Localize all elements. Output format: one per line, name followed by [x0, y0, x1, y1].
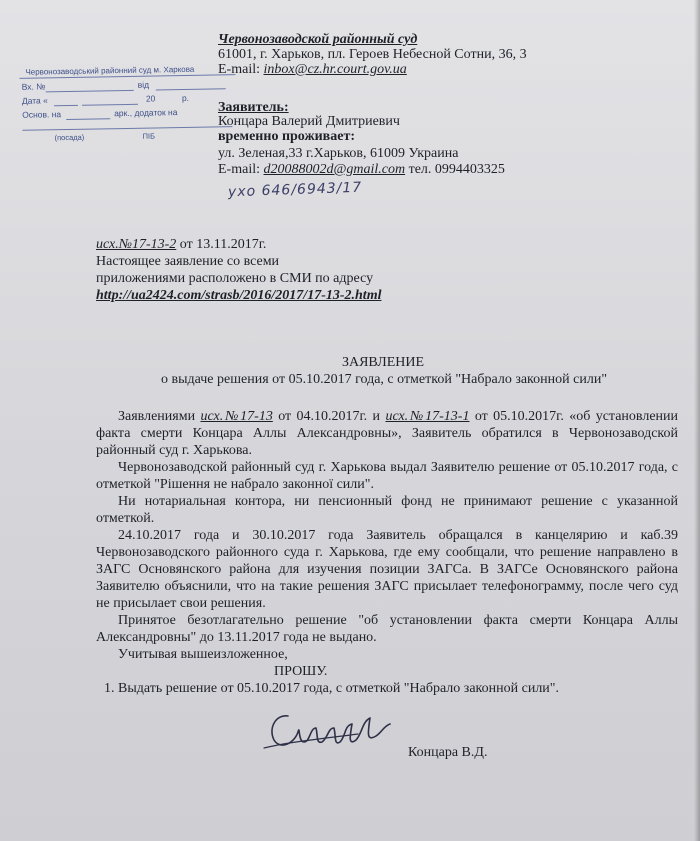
stamp-rule — [66, 118, 110, 120]
outgoing-url-link[interactable]: http://ua2424.com/strasb/2016/2017/17-13-2.html — [96, 288, 382, 303]
stamp-in-label: Вх. № — [21, 81, 46, 92]
paragraph-1 — [96, 408, 678, 459]
applicant-email-label: E-mail: — [218, 162, 264, 177]
stamp-sheets-label: арк., додаток на — [114, 107, 178, 119]
p6-text: Учитывая вышеизложенное, — [118, 647, 288, 662]
court-email-line — [218, 61, 407, 78]
outgoing-ref: исх.№17-13-2 — [96, 237, 177, 252]
stamp-rule — [46, 90, 134, 93]
applicant-label: Заявитель: — [218, 100, 289, 115]
court-email-link[interactable]: inbox@cz.hr.court.gov.ua — [263, 62, 407, 77]
applicant-phone: тел. 0994403325 — [405, 162, 505, 177]
p1-ref-2: исх.№17-13-1 — [385, 409, 470, 424]
p1-text-c: от 05.10.2017г. «об установлении факта смерти Концара Аллы Александровны», Заявитель обратился в Червонозаводской районный суд г. Харькова. — [96, 409, 679, 458]
stamp-date-label: Дата « — [21, 95, 48, 106]
stamp-rule — [156, 88, 226, 90]
request-heading: ПРОШУ. — [274, 664, 328, 679]
paragraph-2 — [96, 459, 678, 493]
applicant-name: Концара Валерий Дмитриевич — [218, 114, 400, 129]
applicant-email-link[interactable]: d20088002d@gmail.com — [263, 162, 406, 177]
outgoing-line-1: Настоящее заявление со всеми — [96, 254, 280, 269]
outgoing-date: от 13.11.2017г. — [176, 237, 267, 252]
document-subtitle — [0, 371, 700, 388]
paragraph-5 — [96, 612, 678, 646]
stamp-basis-label: Основ. на — [22, 109, 62, 120]
outgoing-line-2: приложениями расположено в СМИ по адресу — [96, 271, 374, 286]
stamp-header: Червонозаводський районний суд м. Харкова — [25, 64, 195, 77]
court-email-label: E-mail: — [218, 62, 264, 77]
signature-name: Концара В.Д. — [408, 745, 488, 760]
title-main: ЗАЯВЛЕНИЕ — [341, 355, 425, 370]
document-title — [0, 354, 700, 371]
signature-scribble-icon — [258, 702, 398, 760]
stamp-rule — [22, 126, 232, 131]
court-name: Червонозаводской районный суд — [218, 32, 418, 47]
stamp-r-label: р. — [181, 92, 190, 104]
stamp-from-label: від — [137, 79, 150, 90]
p1-ref-1: исх.№17-13 — [200, 409, 273, 424]
outgoing-ref-line — [96, 236, 266, 253]
title-sub: о выдаче решения от 05.10.2017 года, с отметкой "Набрало законной сили" — [160, 372, 608, 387]
stamp-pib-label: ПІБ — [142, 131, 156, 141]
stamp-sign-label: (посада) — [54, 132, 85, 143]
paragraph-4 — [96, 527, 678, 612]
applicant-temp-label: временно проживает: — [218, 129, 355, 144]
court-address: 61001, г. Харьков, пл. Героев Небесной Сотни, 36, 3 — [218, 47, 527, 62]
applicant-address: ул. Зеленая,33 г.Харьков, 61009 Украина — [218, 146, 459, 161]
p5-text: Принятое безотлагательно решение "об установлении факта смерти Концара Аллы Александровны" до 13.11.2017 года не выдано. — [96, 613, 678, 645]
p2-text: Червонозаводской районный суд г. Харькова выдал Заявителю решение от 05.10.2017 года, с отметкой "Рішення не набрало законної сили". — [96, 460, 678, 492]
paragraph-3 — [96, 493, 678, 527]
stamp-year-label: 20 — [145, 93, 156, 104]
p4-text: 24.10.2017 года и 30.10.2017 года Заявитель обращался в канцелярию и каб.39 Червонозаводского районного суда г. Харькова, где ему сообщали, что решение направлено в ЗАГС Основянского района для изучения позиции ЗАГСа. В ЗАГСе Основянского района Заявителю объяснили, что на такие решения ЗАГС присылает телефонограмму, после чего суд не присылает свои решения. — [96, 528, 678, 611]
p1-text-b: от 04.10.2017г. и — [272, 409, 386, 424]
stamp-rule — [54, 105, 78, 106]
p3-text: Ни нотариальная контора, ни пенсионный фонд не принимают решение с указанной отметкой. — [96, 494, 678, 526]
paragraph-6 — [96, 646, 288, 663]
registration-stamp — [5, 64, 244, 146]
handwritten-case-number: ухо 646/6943/17 — [227, 179, 363, 201]
request-item-1: 1. Выдать решение от 05.10.2017 года, с отметкой "Набрало законной сили". — [104, 681, 560, 696]
applicant-contact-line — [218, 161, 505, 178]
p1-text-a: Заявлениями — [118, 409, 201, 424]
page-edge-shadow — [694, 0, 700, 841]
stamp-rule — [82, 104, 138, 106]
